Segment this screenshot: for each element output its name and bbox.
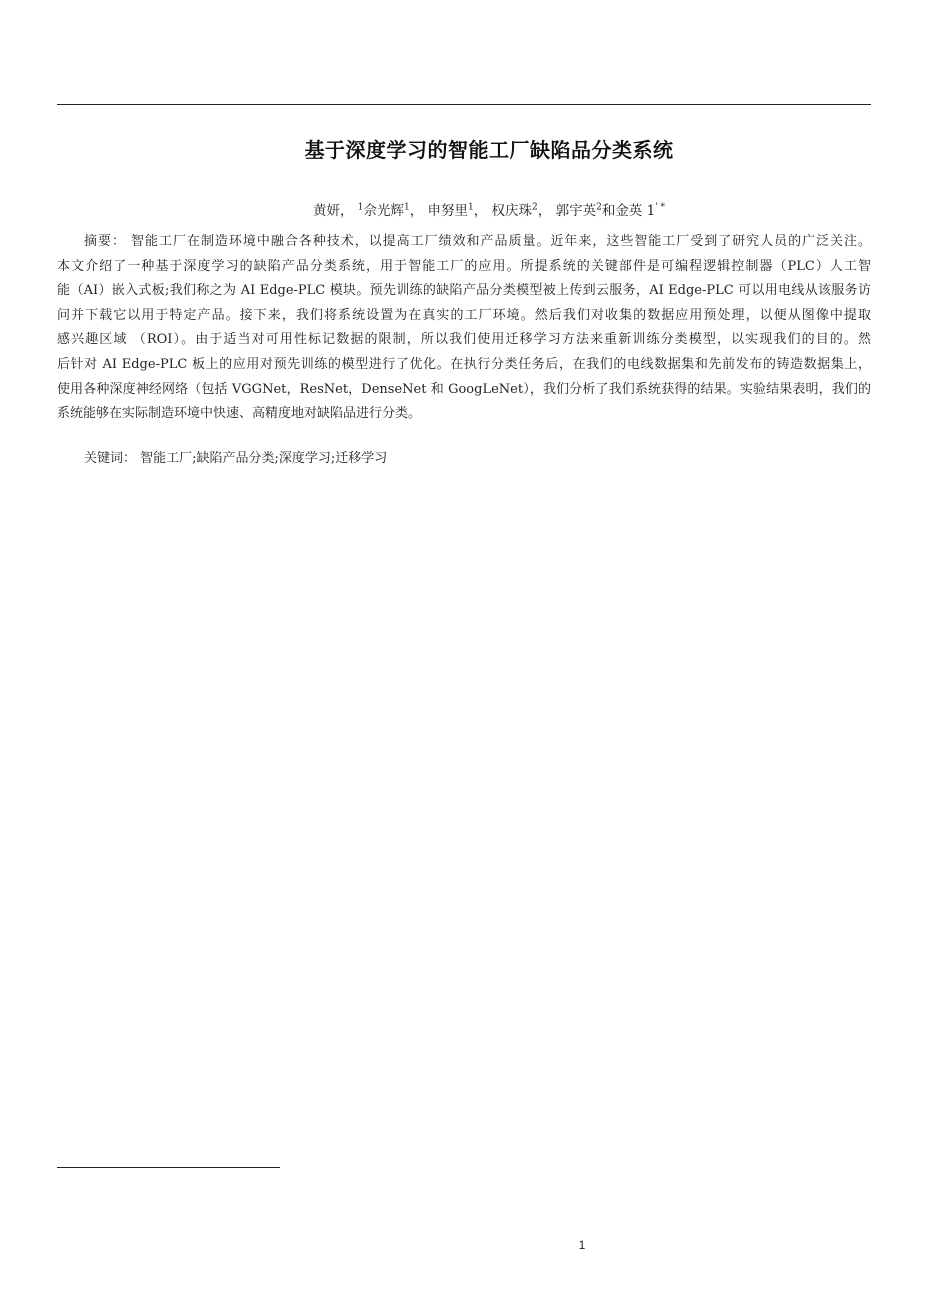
abstract-line: 本文介绍了一种基于深度学习的缺陷产品分类系统，用于智能工厂的应用。所提系统的关键部件是可编程逻辑控制器（PLC）人工智: [57, 258, 871, 274]
author-list: [57, 202, 921, 220]
author-separator: ，: [537, 203, 552, 219]
abstract-line: 系统能够在实际制造环境中快速、高精度地对缺陷品进行分类。: [57, 406, 422, 422]
abstract: [57, 230, 871, 427]
abstract-line: 感兴趣区域 （ROI）。由于适当对可用性标记数据的限制，所以我们使用迁移学习方法来重新训练分类模型，以实现我们的目的。然: [57, 332, 871, 348]
author-separator: ，: [473, 203, 488, 219]
abstract-line: 后针对 AI Edge-PLC 板上的应用对预先训练的模型进行了优化。在执行分类任务后，在我们的电线数据集和先前发布的铸造数据集上，: [57, 356, 871, 372]
page-number: 1: [578, 1238, 586, 1252]
affiliation-mark: 2: [532, 202, 538, 213]
author-6: 和金英: [601, 203, 643, 219]
affiliation-mark: 1: [357, 202, 364, 213]
author-3: 申努里: [427, 203, 469, 219]
affiliation-mark: 1: [468, 202, 474, 213]
author-1: 黄妍，: [312, 203, 354, 219]
keywords: 关键词： 智能工厂;缺陷产品分类;深度学习;迁移学习: [84, 451, 388, 466]
footnote-rule: [57, 1167, 280, 1168]
author-5: 郭宇英: [555, 203, 597, 219]
paper-title: 基于深度学习的智能工厂缺陷品分类系统: [304, 138, 674, 162]
abstract-line: 摘要： 智能工厂在制造环境中融合各种技术，以提高工厂绩效和产品质量。近年来，这些智能工厂受到了研究人员的广泛关注。: [84, 234, 871, 249]
header-rule: [57, 104, 871, 105]
affiliation-mark: 2: [596, 202, 602, 213]
abstract-line: 能（AI）嵌入式板;我们称之为 AI Edge-PLC 模块。预先训练的缺陷产品分类模型被上传到云服务，AI Edge-PLC 可以用电线从该服务访: [57, 283, 871, 299]
author-separator: ，: [409, 203, 424, 219]
author-4: 权庆珠: [491, 203, 533, 219]
corresponding-symbol: ' *: [655, 202, 666, 213]
affiliation-mark: 1: [403, 202, 410, 213]
author-2: 佘光辉: [363, 203, 404, 219]
corresponding-mark: 1: [646, 203, 656, 219]
abstract-line: 问并下载它以用于特定产品。接下来，我们将系统设置为在真实的工厂环境。然后我们对收集的数据应用预处理，以便从图像中提取: [57, 307, 871, 323]
abstract-line: 使用各种深度神经网络（包括 VGGNet，ResNet，DenseNet 和 GoogLeNet），我们分析了我们系统获得的结果。实验结果表明，我们的: [57, 381, 871, 397]
